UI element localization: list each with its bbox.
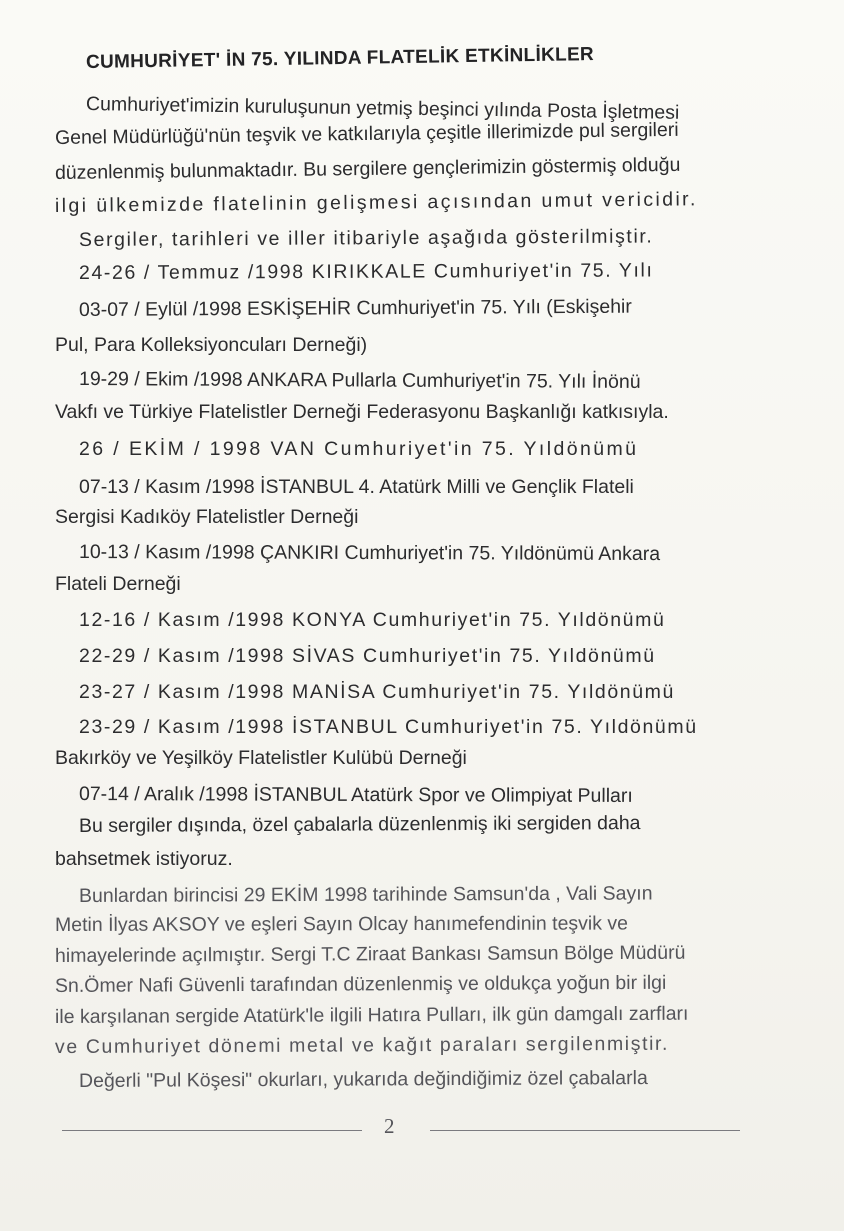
text-line-10: Vakfı ve Türkiye Flatelistler Derneği Federasyonu Başkanlığı katkısıyla. bbox=[55, 401, 669, 423]
text-line-11: 26 / EKİM / 1998 VAN Cumhuriyet'in 75. Yıldönümü bbox=[79, 438, 639, 460]
text-line-28: ile karşılanan sergide Atatürk'le ilgili Hatıra Pulları, ilk gün damgalı zarfları bbox=[54, 1002, 689, 1028]
text-line-22: Bu sergiler dışında, özel çabalarla düzenlenmiş iki sergiden daha bbox=[78, 812, 641, 837]
page-number: 2 bbox=[384, 1114, 395, 1138]
text-line-7: 03-07 / Eylül /1998 ESKİŞEHİR Cumhuriyet'in 75. Yılı (Eskişehir bbox=[78, 295, 632, 321]
text-line-12: 07-13 / Kasım /1998 İSTANBUL 4. Atatürk Milli ve Gençlik Flateli bbox=[79, 476, 634, 498]
text-line-25: Metin İlyas AKSOY ve eşleri Sayın Olcay hanımefendinin teşvik ve bbox=[54, 912, 629, 936]
text-line-15: Flateli Derneği bbox=[55, 573, 181, 595]
text-line-5: Sergiler, tarihleri ve iller itibariyle aşağıda gösterilmiştir. bbox=[78, 225, 654, 251]
text-line-8: Pul, Para Kolleksiyoncuları Derneği) bbox=[55, 334, 368, 356]
text-line-1: Cumhuriyet'imizin kuruluşunun yetmiş beşinci yılında Posta İşletmesi bbox=[85, 93, 680, 124]
text-line-21: 07-14 / Aralık /1998 İSTANBUL Atatürk Spor ve Olimpiyat Pulları bbox=[78, 783, 633, 807]
text-line-4: ilgi ülkemizde flatelinin gelişmesi açısından umut vericidir. bbox=[54, 188, 698, 217]
text-line-24: Bunlardan birincisi 29 EKİM 1998 tarihinde Samsun'da , Vali Sayın bbox=[78, 882, 653, 907]
text-line-19: 23-29 / Kasım /1998 İSTANBUL Cumhuriyet'in 75. Yıldönümü bbox=[79, 716, 698, 738]
text-line-23: bahsetmek istiyoruz. bbox=[55, 848, 233, 870]
document-title: CUMHURİYET' İN 75. YILINDA FLATELİK ETKİNLİKLER bbox=[85, 44, 595, 73]
text-line-17: 22-29 / Kasım /1998 SİVAS Cumhuriyet'in 75. Yıldönümü bbox=[79, 645, 656, 667]
text-line-30: Değerli "Pul Köşesi" okurları, yukarıda değindiğimiz özel çabalarla bbox=[78, 1067, 648, 1092]
text-line-16: 12-16 / Kasım /1998 KONYA Cumhuriyet'in 75. Yıldönümü bbox=[79, 609, 666, 631]
text-line-29: ve Cumhuriyet dönemi metal ve kağıt paraları sergilenmiştir. bbox=[54, 1032, 670, 1058]
text-line-26: himayelerinde açılmıştır. Sergi T.C Ziraat Bankası Samsun Bölge Müdürü bbox=[54, 941, 686, 967]
text-line-20: Bakırköy ve Yeşilköy Flatelistler Kulübü Derneği bbox=[55, 747, 467, 769]
text-line-2: Genel Müdürlüğü'nün teşvik ve katkılarıyla çeşitle illerimizde pul sergileri bbox=[54, 118, 679, 149]
text-line-13: Sergisi Kadıköy Flatelistler Derneği bbox=[55, 506, 359, 528]
footer-rule-right bbox=[430, 1130, 740, 1131]
text-line-3: düzenlenmiş bulunmaktadır. Bu sergilere gençlerimizin göstermiş olduğu bbox=[54, 153, 681, 184]
text-line-6: 24-26 / Temmuz /1998 KIRIKKALE Cumhuriyet'in 75. Yılı bbox=[78, 259, 654, 284]
page-footer bbox=[0, 1110, 844, 1150]
text-line-27: Sn.Ömer Nafi Güvenli tarafından düzenlenmiş ve oldukça yoğun bir ilgi bbox=[54, 971, 667, 997]
text-line-9: 19-29 / Ekim /1998 ANKARA Pullarla Cumhuriyet'in 75. Yılı İnönü bbox=[78, 368, 641, 393]
text-line-18: 23-27 / Kasım /1998 MANİSA Cumhuriyet'in 75. Yıldönümü bbox=[79, 681, 675, 703]
text-line-14: 10-13 / Kasım /1998 ÇANKIRI Cumhuriyet'in 75. Yıldönümü Ankara bbox=[78, 541, 661, 566]
footer-rule-left bbox=[62, 1130, 362, 1131]
